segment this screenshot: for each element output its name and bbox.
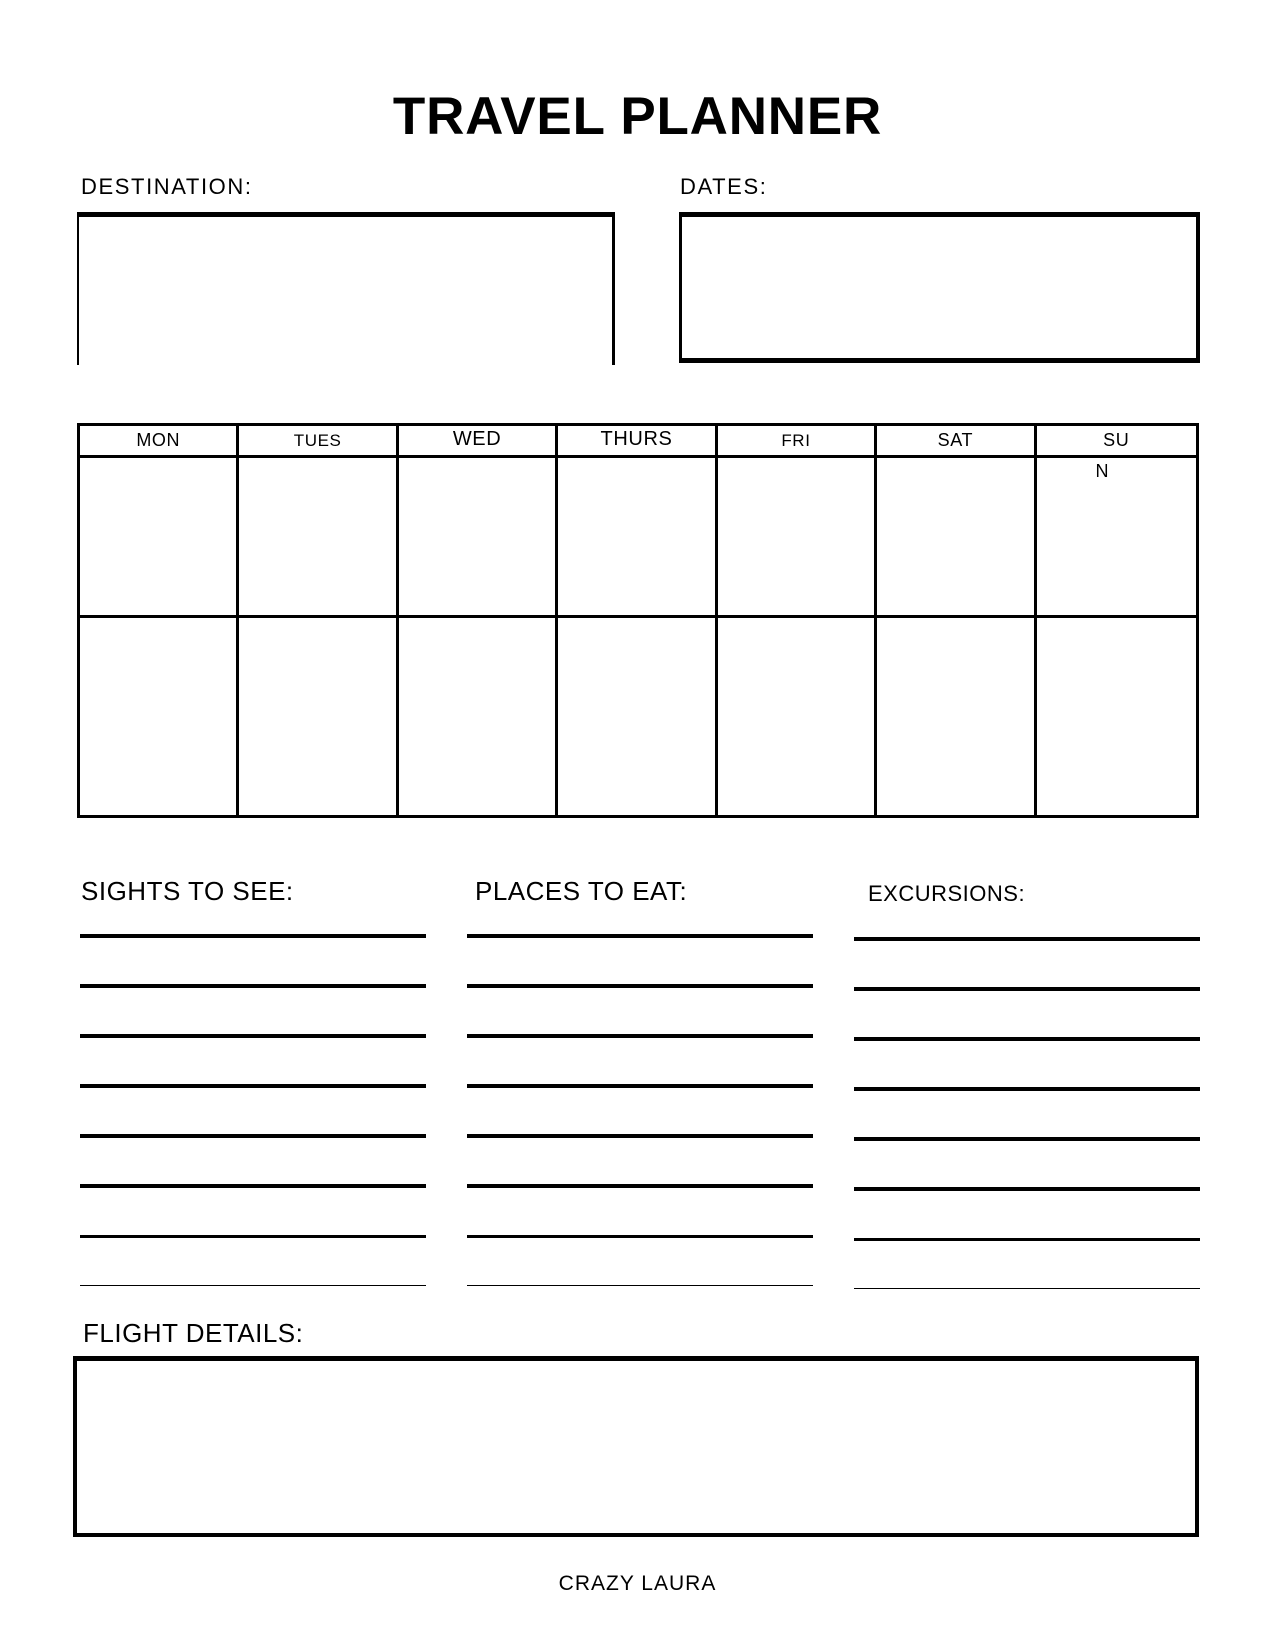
ruled-line (467, 1285, 813, 1287)
ruled-line (854, 1137, 1200, 1141)
day-header-sun (1037, 426, 1196, 481)
ruled-line (467, 1184, 813, 1188)
ruled-line (467, 1034, 813, 1038)
page-title: TRAVEL PLANNER (392, 87, 883, 146)
excursions-label: EXCURSIONS: (868, 881, 1026, 906)
day-header-wed-label: WED (452, 428, 502, 450)
day-header-fri-label: FRI (781, 431, 811, 450)
ruled-line (854, 987, 1200, 991)
day-header-fri (718, 426, 877, 458)
calendar-cell-row1-fri (718, 458, 877, 618)
ruled-line (854, 1087, 1200, 1091)
ruled-line (80, 1285, 426, 1287)
calendar-cell-row2-sun (1037, 618, 1196, 815)
day-header-sun-wrapped-letter: N (1095, 461, 1110, 481)
calendar-cell-row1-sat (877, 458, 1036, 618)
footer-brand: CRAZY LAURA (558, 1572, 717, 1595)
destination-write-in-box (77, 212, 615, 365)
day-header-sat (877, 426, 1036, 458)
day-header-sun-label: SU (1103, 430, 1130, 450)
calendar-cell-row1-wed (399, 458, 558, 618)
ruled-line (80, 1034, 426, 1038)
places-to-eat-label: PLACES TO EAT: (475, 876, 688, 906)
calendar-cell-row1-thurs (558, 458, 717, 618)
day-header-mon (80, 426, 239, 458)
ruled-line (467, 934, 813, 938)
ruled-line (80, 1084, 426, 1088)
flight-details-label: FLIGHT DETAILS: (83, 1318, 304, 1348)
day-header-tues (239, 426, 398, 458)
ruled-line (467, 1134, 813, 1138)
ruled-line (854, 937, 1200, 941)
excursions-list (854, 878, 1200, 1289)
day-header-mon-label: MON (136, 430, 181, 450)
calendar-cell-row2-tues (239, 618, 398, 815)
flight-details-write-in-box (73, 1356, 1199, 1537)
day-header-sat-label: SAT (937, 430, 974, 450)
day-header-wed (399, 426, 558, 458)
day-header-tues-label: TUES (293, 431, 342, 450)
destination-label: DESTINATION: (81, 174, 253, 199)
calendar-cell-row2-sat (877, 618, 1036, 815)
calendar-cell-row2-mon (80, 618, 239, 815)
ruled-line (80, 1134, 426, 1138)
ruled-line (80, 934, 426, 938)
ruled-line (80, 1235, 426, 1239)
dates-write-in-box (679, 212, 1200, 363)
sights-to-see-list (80, 878, 426, 1286)
ruled-line (854, 1288, 1200, 1290)
ruled-line (854, 1187, 1200, 1191)
ruled-line (854, 1238, 1200, 1242)
calendar-cell-row2-wed (399, 618, 558, 815)
calendar-cell-row1-sun (1037, 458, 1196, 618)
ruled-line (80, 1184, 426, 1188)
day-header-thurs-label: THURS (600, 428, 673, 450)
day-header-thurs (558, 426, 717, 458)
ruled-line (467, 1235, 813, 1239)
dates-label: DATES: (680, 174, 768, 199)
calendar-cell-row1-tues (239, 458, 398, 618)
places-to-eat-list (467, 878, 813, 1286)
ruled-line (467, 1084, 813, 1088)
calendar-cell-row2-fri (718, 618, 877, 815)
calendar-cell-row1-mon (80, 458, 239, 618)
ruled-line (854, 1037, 1200, 1041)
week-table (77, 423, 1199, 818)
sights-to-see-label: SIGHTS TO SEE: (81, 876, 294, 906)
calendar-cell-row2-thurs (558, 618, 717, 815)
ruled-line (80, 984, 426, 988)
ruled-line (467, 984, 813, 988)
